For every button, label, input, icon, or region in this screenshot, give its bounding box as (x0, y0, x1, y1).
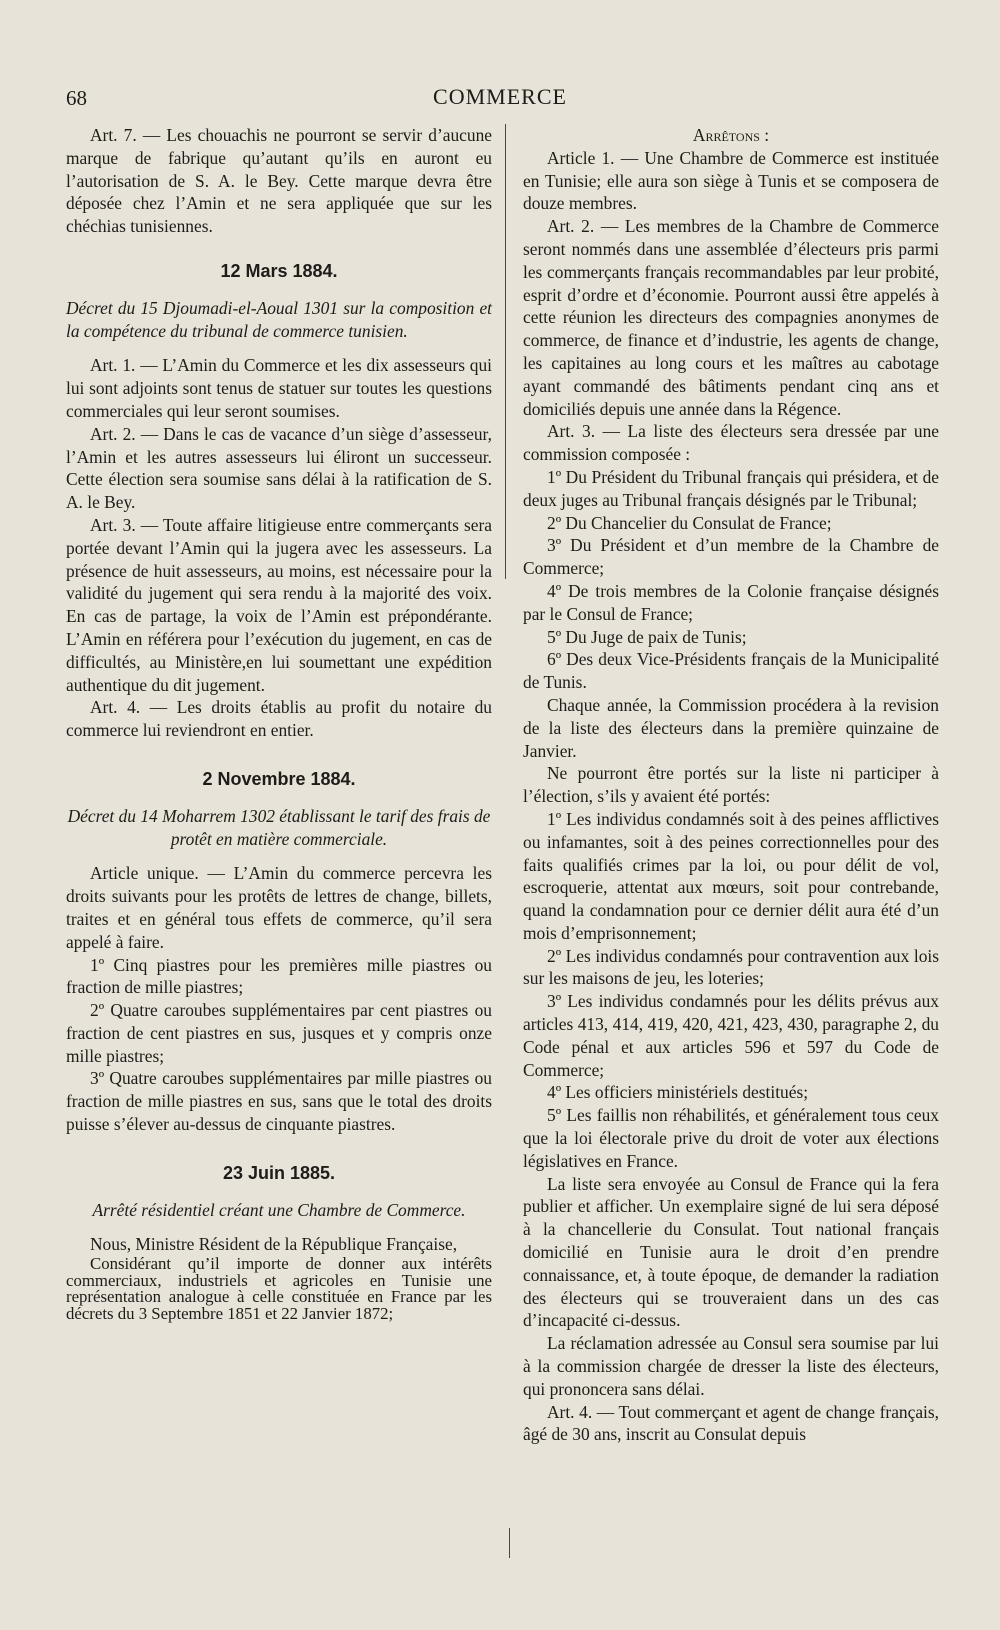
decree2-item-3: 3º Quatre caroubes supplémentaires par mille piastres ou fraction de mille piastres en sus, sans que le total des droits puisse s’élever au-dessus de cinquante piastres. (66, 1068, 492, 1135)
decree1-article-4: Art. 4. — Les droits établis au profit du notaire du commerce lui reviendront en entier. (66, 697, 492, 741)
revision-paragraph: Chaque année, la Commission procédera à la revision de la liste des électeurs dans la première quinzaine de Janvier. (523, 694, 939, 761)
arrete-article-3: Art. 3. — La liste des électeurs sera dressée par une commission composée : (523, 421, 939, 465)
publication-paragraph: La liste sera envoyée au Consul de France qui la fera publier et afficher. Un exemplaire signé de lui sera déposé à la chancellerie du Consulat. Tout national français domicilié en Tunisie aura le droit d’en prendre connaissance, et, à toute époque, de demander la radiation des électeurs qui se trouveraient dans un des cas d’incapacité ci-dessus. (523, 1173, 939, 1331)
exclusion-paragraph: Ne pourront être portés sur la liste ni participer à l’élection, s’ils y avaient été portés: (523, 763, 939, 807)
reclamation-paragraph: La réclamation adressée au Consul sera soumise par lui à la commission chargée de dresser la liste des électeurs, qui prononcera sans délai. (523, 1333, 939, 1399)
exclusion-item-3: 3º Les individus condamnés pour les délits prévus aux articles 413, 414, 419, 420, 421, 423, 430, paragraphe 2, du Code pénal et aux articles 596 et 597 du Code de Commerce; (523, 991, 939, 1080)
exclusion-item-5: 5º Les faillis non réhabilités, et généralement tous ceux que la loi électorale prive du droit de voter aux élections législatives en France. (523, 1105, 939, 1171)
date-heading-3: 23 Juin 1885. (222, 1162, 336, 1183)
commission-item-2: 2º Du Chancelier du Consulat de France; (547, 512, 832, 533)
column-divider-bottom (509, 1528, 510, 1558)
commission-item-6: 6º Des deux Vice-Présidents français de la Municipalité de Tunis. (523, 649, 939, 693)
decree1-article-1: Art. 1. — L’Amin du Commerce et les dix assesseurs qui lui sont adjoints sont tenus de statuer sur toutes les questions commerciales qui leur seront soumises. (66, 355, 492, 421)
decree2-article-unique: Article unique. — L’Amin du commerce percevra les droits suivants pour les protêts de lettres de change, billets, traites et en général tous effets de commerce, qu’il sera appelé à faire. (66, 863, 492, 952)
exclusion-item-4: 4º Les officiers ministériels destitués; (547, 1082, 809, 1103)
arrete-article-2: Art. 2. — Les membres de la Chambre de Commerce seront nommés dans une assemblée d’électeurs pris parmi les commerçants français recommandables par leur probité, esprit d’ordre et d’économie. Pourront aussi être appelés à cette réunion les directeurs des compagnies anonymes de commerce, de finance et d’industrie, les agents de change, les capitaines au long cours et les maîtres au cabotage ayant commandé des bâtiments pendant cinq ans et domiciliés depuis une année dans la Régence. (523, 216, 939, 419)
column-divider (505, 124, 506, 579)
preamble-1: Nous, Ministre Résident de la République Française, (90, 1234, 458, 1255)
date-heading-1: 12 Mars 1884. (220, 260, 338, 281)
arrete-article-1: Article 1. — Une Chambre de Commerce est instituée en Tunisie; elle aura son siège à Tunis et se composera de douze membres. (523, 147, 939, 214)
article-7: Art. 7. — Les chouachis ne pourront se servir d’aucune marque de fabrique qu’autant qu’ils en auront eu l’autorisation de S. A. le Bey. Cette marque devra être déposée chez l’Amin et ne sera appliquée que sur les chéchias tunisiennes. (66, 125, 492, 237)
date-heading-2: 2 Novembre 1884. (202, 768, 356, 789)
preamble-2: Considérant qu’il importe de donner aux intérêts commerciaux, industriels et agricoles en Tunisie une représentation analogue à celle constituée en France par les décrets du 3 Septembre 1851 et 22 Janvier 1872; (66, 1254, 492, 1324)
decree-title-2: Décret du 14 Moharrem 1302 établissant le tarif des frais de protêt en matière commerciale. (67, 805, 491, 849)
decree-title-1: Décret du 15 Djoumadi-el-Aoual 1301 sur la composition et la compétence du tribunal de commerce tunisien. (66, 297, 492, 341)
running-title: COMMERCE (433, 84, 567, 109)
decree1-article-3: Art. 3. — Toute affaire litigieuse entre commerçants sera portée devant l’Amin qui la jugera avec les assesseurs. La présence de huit assesseurs, au moins, est nécessaire pour la validité du jugement qui sera rendu à la majorité des voix. En cas de partage, la voix de l’Amin est prépondérante. L’Amin en référera pour l’exécution du jugement, en cas de difficultés, au Ministère,en lui soumettant une expédition authentique du dit jugement. (66, 514, 492, 695)
arretons-heading: Arrêtons : (692, 125, 770, 145)
commission-item-1: 1º Du Président du Tribunal français qui présidera, et de deux juges au Tribunal français désignés par le Tribunal; (523, 466, 939, 510)
exclusion-item-1: 1º Les individus condamnés soit à des peines afflictives ou infamantes, soit à des peines correctionnelles pour des faits qualifiés crimes par la loi, ou pour délit de vol, escroquerie, attentat aux mœurs, soit pour contrebande, quand la condamnation pour ce dernier délit aura été d’un mois d’emprisonnement; (523, 808, 939, 943)
arrete-article-4: Art. 4. — Tout commerçant et agent de change français, âgé de 30 ans, inscrit au Consulat depuis (523, 1401, 939, 1445)
commission-item-4: 4º De trois membres de la Colonie française désignés par le Consul de France; (523, 580, 939, 624)
decree-title-3: Arrêté résidentiel créant une Chambre de Commerce. (92, 1199, 466, 1220)
right-column (523, 124, 939, 1446)
left-column (66, 124, 492, 1323)
exclusion-item-2: 2º Les individus condamnés pour contravention aux lois sur les maisons de jeu, les loteries; (523, 945, 939, 989)
decree1-article-2: Art. 2. — Dans le cas de vacance d’un siège d’assesseur, l’Amin et les autres assesseurs lui éliront un successeur. Cette élection sera soumise sans délai à la ratification de S. A. le Bey. (66, 423, 492, 513)
commission-item-3: 3º Du Président et d’un membre de la Chambre de Commerce; (523, 535, 939, 579)
page-number: 68 (66, 86, 87, 110)
decree2-item-1: 1º Cinq piastres pour les premières mille piastres ou fraction de mille piastres; (66, 954, 492, 998)
commission-item-5: 5º Du Juge de paix de Tunis; (547, 626, 747, 647)
decree2-item-2: 2º Quatre caroubes supplémentaires par cent piastres ou fraction de cent piastres en sus, jusques et y compris onze mille piastres; (66, 1000, 492, 1066)
